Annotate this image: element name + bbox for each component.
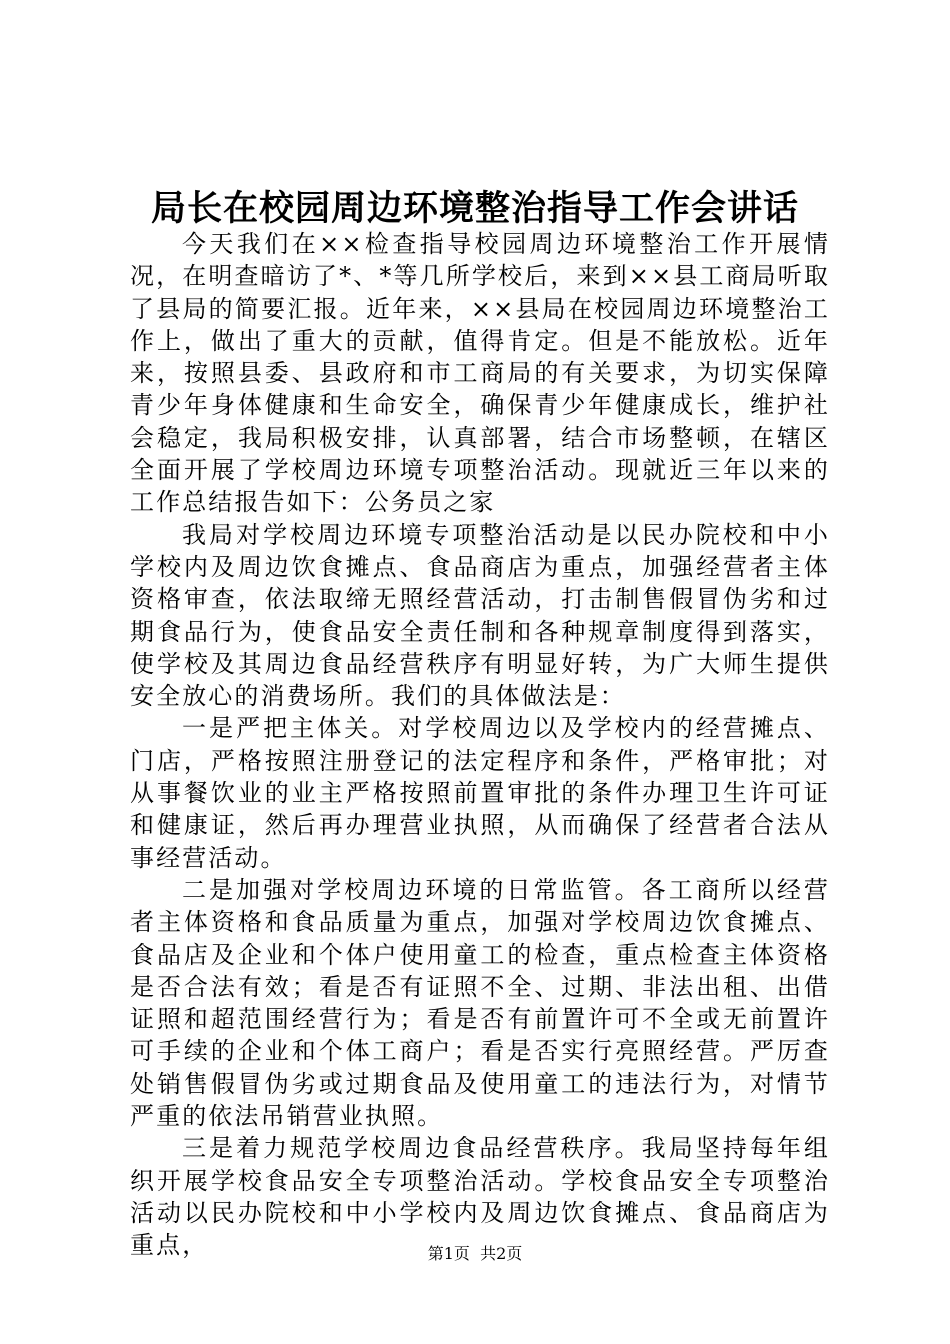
paragraph-4: 二是加强对学校周边环境的日常监管。各工商所以经营者主体资格和食品质量为重点，加强对学校周边饮食摊点、食品店及企业和个体户使用童工的检查，重点检查主体资格是否合法有效；看是否有证照不全、过期、非法出租、出借证照和超范围经营行为；看是否有前置许可不全或无前置许可手续的企业和个体工商户；看是否实行亮照经营。严厉查处销售假冒伪劣或过期食品及使用童工的违法行为，对情节严重的依法吊销营业执照。 <box>130 875 830 1131</box>
page-number-label: 第1页 共2页 <box>427 1244 523 1263</box>
paragraph-2: 我局对学校周边环境专项整治活动是以民办院校和中小学校内及周边饮食摊点、食品商店为重点，加强经营者主体资格审查，依法取缔无照经营活动，打击制售假冒伪劣和过期食品行为，使食品安全责任制和各种规章制度得到落实，使学校及其周边食品经营秩序有明显好转，为广大师生提供安全放心的消费场所。我们的具体做法是： <box>130 520 830 711</box>
document-title: 局长在校园周边环境整治指导工作会讲话 <box>150 189 799 229</box>
document-body <box>130 228 830 1262</box>
page-footer <box>0 1244 950 1264</box>
paragraph-5: 三是着力规范学校周边食品经营秩序。我局坚持每年组织开展学校食品安全专项整治活动。学校食品安全专项整治活动以民办院校和中小学校内及周边饮食摊点、食品商店为重点， <box>130 1134 830 1260</box>
paragraph-1: 今天我们在××检查指导校园周边环境整治工作开展情况，在明查暗访了*、*等几所学校后，来到××县工商局听取了县局的简要汇报。近年来，××县局在校园周边环境整治工作上，做出了重大的贡献，值得肯定。但是不能放松。近年来，按照县委、县政府和市工商局的有关要求，为切实保障青少年身体健康和生命安全，确保青少年健康成长，维护社会稳定，我局积极安排，认真部署，结合市场整顿，在辖区全面开展了学校周边环境专项整治活动。现就近三年以来的工作总结报告如下：公务员之家 <box>130 230 830 517</box>
paragraph-3: 一是严把主体关。对学校周边以及学校内的经营摊点、门店，严格按照注册登记的法定程序和条件，严格审批；对从事餐饮业的业主严格按照前置审批的条件办理卫生许可证和健康证，然后再办理营业执照，从而确保了经营者合法从事经营活动。 <box>130 714 830 872</box>
